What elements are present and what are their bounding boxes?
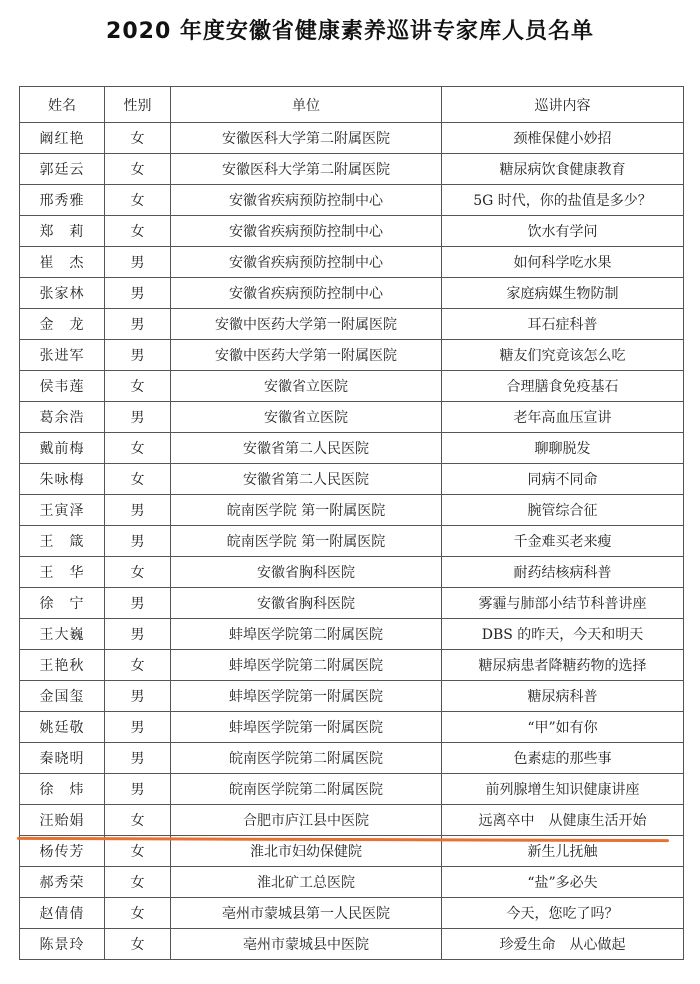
table-row	[20, 216, 684, 247]
cell-unit: 淮北矿工总医院	[171, 867, 442, 898]
cell-name: 郑 莉	[20, 216, 105, 247]
header-name: 姓名	[20, 87, 105, 123]
cell-name: 侯韦莲	[20, 371, 105, 402]
cell-name: 金国玺	[20, 681, 105, 712]
cell-topic: 千金难买老来瘦	[442, 526, 684, 557]
cell-gender: 男	[105, 712, 171, 743]
cell-topic: 新生儿抚触	[442, 836, 684, 867]
cell-topic: 老年高血压宣讲	[442, 402, 684, 433]
document-title: 2020 年度安徽省健康素养巡讲专家库人员名单	[106, 19, 594, 44]
cell-name: 王艳秋	[20, 650, 105, 681]
table-row	[20, 712, 684, 743]
cell-name: 葛余浩	[20, 402, 105, 433]
cell-gender: 女	[105, 557, 171, 588]
cell-topic: 聊聊脱发	[442, 433, 684, 464]
cell-unit: 安徽省立医院	[171, 402, 442, 433]
cell-name: 王寅泽	[20, 495, 105, 526]
header-gender: 性别	[105, 87, 171, 123]
cell-unit: 合肥市庐江县中医院	[171, 805, 442, 836]
cell-unit: 皖南医学院第二附属医院	[171, 743, 442, 774]
cell-name: 王 华	[20, 557, 105, 588]
cell-unit: 安徽省疾病预防控制中心	[171, 278, 442, 309]
table-row	[20, 898, 684, 929]
cell-name: 王大巍	[20, 619, 105, 650]
cell-gender: 男	[105, 309, 171, 340]
cell-gender: 女	[105, 154, 171, 185]
cell-topic: 雾霾与肺部小结节科普讲座	[442, 588, 684, 619]
cell-unit: 皖南医学院 第一附属医院	[171, 526, 442, 557]
cell-topic: 耐药结核病科普	[442, 557, 684, 588]
cell-topic: 糖尿病患者降糖药物的选择	[442, 650, 684, 681]
cell-topic: 合理膳食免疫基石	[442, 371, 684, 402]
cell-topic: 今天，您吃了吗？	[442, 898, 684, 929]
cell-unit: 安徽省第二人民医院	[171, 433, 442, 464]
cell-name: 姚廷敬	[20, 712, 105, 743]
cell-gender: 男	[105, 278, 171, 309]
cell-topic: 前列腺增生知识健康讲座	[442, 774, 684, 805]
cell-name: 阚红艳	[20, 123, 105, 154]
cell-gender: 女	[105, 185, 171, 216]
cell-topic: DBS 的昨天，今天和明天	[442, 619, 684, 650]
cell-topic: 耳石症科普	[442, 309, 684, 340]
cell-gender: 女	[105, 123, 171, 154]
cell-unit: 安徽中医药大学第一附属医院	[171, 340, 442, 371]
table-row	[20, 557, 684, 588]
cell-unit: 亳州市蒙城县中医院	[171, 929, 442, 960]
cell-topic: 远离卒中 从健康生活开始	[442, 805, 684, 836]
cell-unit: 蚌埠医学院第一附属医院	[171, 681, 442, 712]
cell-topic: 糖尿病饮食健康教育	[442, 154, 684, 185]
cell-topic: 如何科学吃水果	[442, 247, 684, 278]
cell-unit: 亳州市蒙城县第一人民医院	[171, 898, 442, 929]
cell-name: 张家林	[20, 278, 105, 309]
cell-gender: 男	[105, 495, 171, 526]
cell-unit: 安徽省胸科医院	[171, 588, 442, 619]
table-row	[20, 743, 684, 774]
cell-name: 赵倩倩	[20, 898, 105, 929]
cell-name: 陈景玲	[20, 929, 105, 960]
cell-unit: 安徽中医药大学第一附属医院	[171, 309, 442, 340]
cell-gender: 女	[105, 805, 171, 836]
table-row	[20, 247, 684, 278]
cell-topic: “盐”多必失	[442, 867, 684, 898]
header-unit: 单位	[171, 87, 442, 123]
cell-name: 王 箴	[20, 526, 105, 557]
cell-gender: 男	[105, 774, 171, 805]
cell-name: 徐 宁	[20, 588, 105, 619]
cell-unit: 安徽省胸科医院	[171, 557, 442, 588]
cell-name: 崔 杰	[20, 247, 105, 278]
cell-gender: 男	[105, 402, 171, 433]
cell-gender: 男	[105, 619, 171, 650]
cell-gender: 女	[105, 650, 171, 681]
table-row	[20, 154, 684, 185]
cell-topic: 家庭病媒生物防制	[442, 278, 684, 309]
cell-name: 汪贻娟	[20, 805, 105, 836]
table-row	[20, 588, 684, 619]
cell-topic: 色素痣的那些事	[442, 743, 684, 774]
cell-unit: 安徽省第二人民医院	[171, 464, 442, 495]
cell-gender: 女	[105, 433, 171, 464]
cell-gender: 女	[105, 867, 171, 898]
table-row	[20, 340, 684, 371]
cell-name: 徐 炜	[20, 774, 105, 805]
cell-unit: 安徽省立医院	[171, 371, 442, 402]
table-row	[20, 278, 684, 309]
cell-topic: 同病不同命	[442, 464, 684, 495]
table-row	[20, 309, 684, 340]
cell-gender: 女	[105, 464, 171, 495]
cell-gender: 女	[105, 929, 171, 960]
cell-name: 张进军	[20, 340, 105, 371]
table-row-highlighted	[20, 805, 684, 836]
cell-topic: 糖尿病科普	[442, 681, 684, 712]
table-row	[20, 402, 684, 433]
cell-name: 金 龙	[20, 309, 105, 340]
cell-topic: 腕管综合征	[442, 495, 684, 526]
table-row	[20, 526, 684, 557]
cell-unit: 安徽医科大学第二附属医院	[171, 123, 442, 154]
cell-topic: “甲”如有你	[442, 712, 684, 743]
cell-gender: 男	[105, 247, 171, 278]
cell-unit: 皖南医学院第二附属医院	[171, 774, 442, 805]
cell-gender: 女	[105, 898, 171, 929]
cell-gender: 男	[105, 743, 171, 774]
cell-topic: 5G 时代，你的盐值是多少？	[442, 185, 684, 216]
table-row	[20, 464, 684, 495]
cell-name: 秦晓明	[20, 743, 105, 774]
cell-unit: 安徽省疾病预防控制中心	[171, 185, 442, 216]
table-row	[20, 867, 684, 898]
cell-gender: 男	[105, 526, 171, 557]
cell-name: 郭廷云	[20, 154, 105, 185]
cell-unit: 蚌埠医学院第一附属医院	[171, 712, 442, 743]
cell-gender: 女	[105, 216, 171, 247]
expert-roster-table	[19, 86, 684, 960]
cell-topic: 珍爱生命 从心做起	[442, 929, 684, 960]
cell-name: 杨传芳	[20, 836, 105, 867]
table-row	[20, 929, 684, 960]
table-row	[20, 495, 684, 526]
cell-gender: 男	[105, 588, 171, 619]
cell-name: 戴前梅	[20, 433, 105, 464]
table-row	[20, 123, 684, 154]
cell-unit: 安徽省疾病预防控制中心	[171, 247, 442, 278]
cell-gender: 男	[105, 681, 171, 712]
table-row	[20, 433, 684, 464]
cell-unit: 皖南医学院 第一附属医院	[171, 495, 442, 526]
header-topic: 巡讲内容	[442, 87, 684, 123]
cell-name: 邢秀雅	[20, 185, 105, 216]
cell-unit: 安徽省疾病预防控制中心	[171, 216, 442, 247]
cell-unit: 淮北市妇幼保健院	[171, 836, 442, 867]
cell-unit: 蚌埠医学院第二附属医院	[171, 650, 442, 681]
cell-topic: 饮水有学问	[442, 216, 684, 247]
table-row	[20, 681, 684, 712]
table-row	[20, 185, 684, 216]
cell-unit: 安徽医科大学第二附属医院	[171, 154, 442, 185]
table-header-row	[20, 87, 684, 123]
cell-unit: 蚌埠医学院第二附属医院	[171, 619, 442, 650]
table-row	[20, 650, 684, 681]
cell-topic: 糖友们究竟该怎么吃	[442, 340, 684, 371]
cell-name: 朱咏梅	[20, 464, 105, 495]
cell-gender: 男	[105, 340, 171, 371]
cell-name: 郝秀荣	[20, 867, 105, 898]
cell-topic: 颈椎保健小妙招	[442, 123, 684, 154]
cell-gender: 女	[105, 371, 171, 402]
table-row	[20, 371, 684, 402]
table-row	[20, 774, 684, 805]
cell-gender: 女	[105, 836, 171, 867]
table-row	[20, 619, 684, 650]
